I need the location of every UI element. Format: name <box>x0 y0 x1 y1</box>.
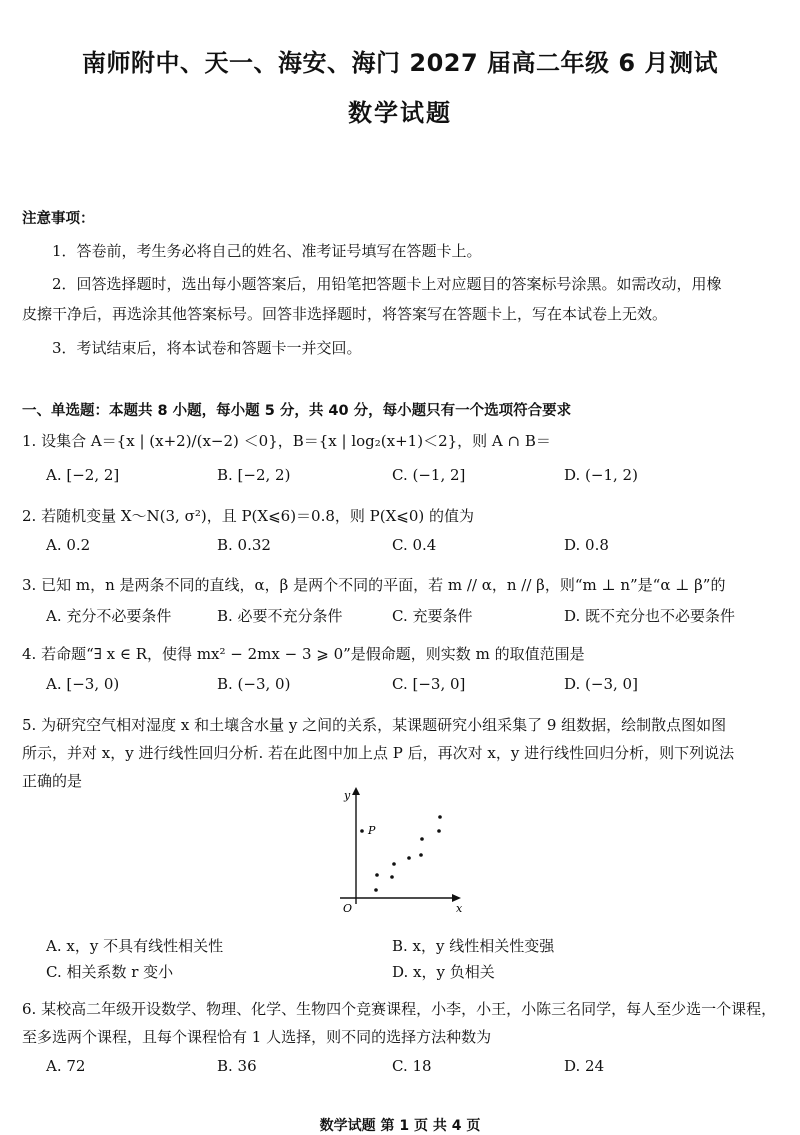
question-5-options-row-2 <box>46 961 766 983</box>
option-c: C. 18 <box>392 1057 432 1075</box>
point-p-label: P <box>368 824 376 837</box>
scatter-plot-figure <box>330 786 470 921</box>
option-c: C. (−1, 2] <box>392 466 466 484</box>
question-5-stem-line-3: 正确的是 <box>22 772 83 790</box>
page-footer: 数学试题 第 1 页 共 4 页 <box>319 1118 481 1134</box>
data-point <box>419 853 423 857</box>
option-b: B. 0.32 <box>217 536 271 554</box>
option-d: D. x，y 负相关 <box>392 963 495 981</box>
x-axis-label: x <box>456 902 463 915</box>
option-b: B. [−2, 2) <box>217 466 291 484</box>
data-point <box>375 873 379 877</box>
data-point <box>374 888 378 892</box>
notice-item-2-cont: 皮擦干净后，再选涂其他答案标号。回答非选择题时，将答案写在答题卡上，写在本试卷上无效。 <box>22 305 668 323</box>
option-a: A. [−3, 0) <box>46 675 120 693</box>
option-d: D. (−1, 2) <box>564 466 638 484</box>
exam-subtitle: 数学试题 <box>348 99 452 127</box>
data-point <box>390 875 394 879</box>
data-point <box>420 837 424 841</box>
notice-item-3: 3．考试结束后，将本试卷和答题卡一并交回。 <box>52 339 362 357</box>
option-a: A. [−2, 2] <box>46 466 120 484</box>
notice-item-1: 1．答卷前，考生务必将自己的姓名、准考证号填写在答题卡上。 <box>52 242 482 260</box>
notice-item-2: 2．回答选择题时，选出每小题答案后，用铅笔把答题卡上对应题目的答案标号涂黑。如需改动，用橡 <box>52 275 722 293</box>
option-c: C. 充要条件 <box>392 607 473 625</box>
question-3-options <box>46 605 766 627</box>
question-4-options <box>46 675 766 697</box>
question-6-stem-line-2: 至多选两个课程，且每个课程恰有 1 人选择，则不同的选择方法种数为 <box>22 1028 492 1046</box>
option-b: B. 36 <box>217 1057 257 1075</box>
option-a: A. 0.2 <box>46 536 91 554</box>
question-5-stem-line-2: 所示，并对 x，y 进行线性回归分析. 若在此图中加上点 P 后，再次对 x，y 进行线性回归分析，则下列说法 <box>22 744 735 762</box>
y-axis-label: y <box>344 789 351 802</box>
exam-title: 南师附中、天一、海安、海门 2027 届高二年级 6 月测试 <box>82 49 718 77</box>
option-c: C. 相关系数 r 变小 <box>46 963 174 981</box>
notice-heading: 注意事项： <box>22 211 95 227</box>
origin-label: O <box>343 902 353 915</box>
point-p <box>360 829 364 833</box>
option-a: A. 充分不必要条件 <box>46 607 172 625</box>
question-4-stem: 4. 若命题“∃ x ∈ R，使得 mx² − 2mx − 3 ⩾ 0”是假命题，则实数 m 的取值范围是 <box>22 645 585 663</box>
option-c: C. [−3, 0] <box>392 675 466 693</box>
option-b: B. (−3, 0) <box>217 675 291 693</box>
option-d: D. (−3, 0] <box>564 675 638 693</box>
option-d: D. 24 <box>564 1057 605 1075</box>
question-1-stem: 1. 设集合 A＝{x | (x+2)/(x−2) ＜0}，B＝{x | log₂(x+1)＜2}，则 A ∩ B＝ <box>22 432 551 450</box>
question-2-stem: 2. 若随机变量 X～N(3, σ²)，且 P(X⩽6)＝0.8，则 P(X⩽0) 的值为 <box>22 507 475 525</box>
option-a: A. 72 <box>46 1057 86 1075</box>
question-2-options <box>46 536 766 558</box>
question-5-stem-line-1: 5. 为研究空气相对湿度 x 和土壤含水量 y 之间的关系，某课题研究小组采集了 9 组数据，绘制散点图如图 <box>22 716 727 734</box>
option-a: A. x，y 不具有线性相关性 <box>46 937 224 955</box>
data-point <box>437 829 441 833</box>
option-b: B. x，y 线性相关性变强 <box>392 937 555 955</box>
question-6-options <box>46 1057 766 1079</box>
data-point <box>407 856 411 860</box>
question-6-stem-line-1: 6. 某校高二年级开设数学、物理、化学、生物四个竞赛课程，小李，小王，小陈三名同学，每人至少选一个课程， <box>22 1000 777 1018</box>
option-d: D. 既不充分也不必要条件 <box>564 607 736 625</box>
option-b: B. 必要不充分条件 <box>217 607 343 625</box>
question-1-options <box>46 466 766 488</box>
question-5-options-row-1 <box>46 935 766 957</box>
option-d: D. 0.8 <box>564 536 609 554</box>
section-heading: 一、单选题：本题共 8 小题，每小题 5 分，共 40 分，每小题只有一个选项符合要求 <box>22 403 572 419</box>
x-axis-arrow <box>452 894 461 902</box>
data-point <box>438 815 442 819</box>
data-point <box>392 862 396 866</box>
question-3-stem: 3. 已知 m，n 是两条不同的直线，α，β 是两个不同的平面，若 m // α，n // β，则“m ⊥ n”是“α ⊥ β”的 <box>22 576 726 594</box>
y-axis-arrow <box>352 787 360 795</box>
option-c: C. 0.4 <box>392 536 437 554</box>
